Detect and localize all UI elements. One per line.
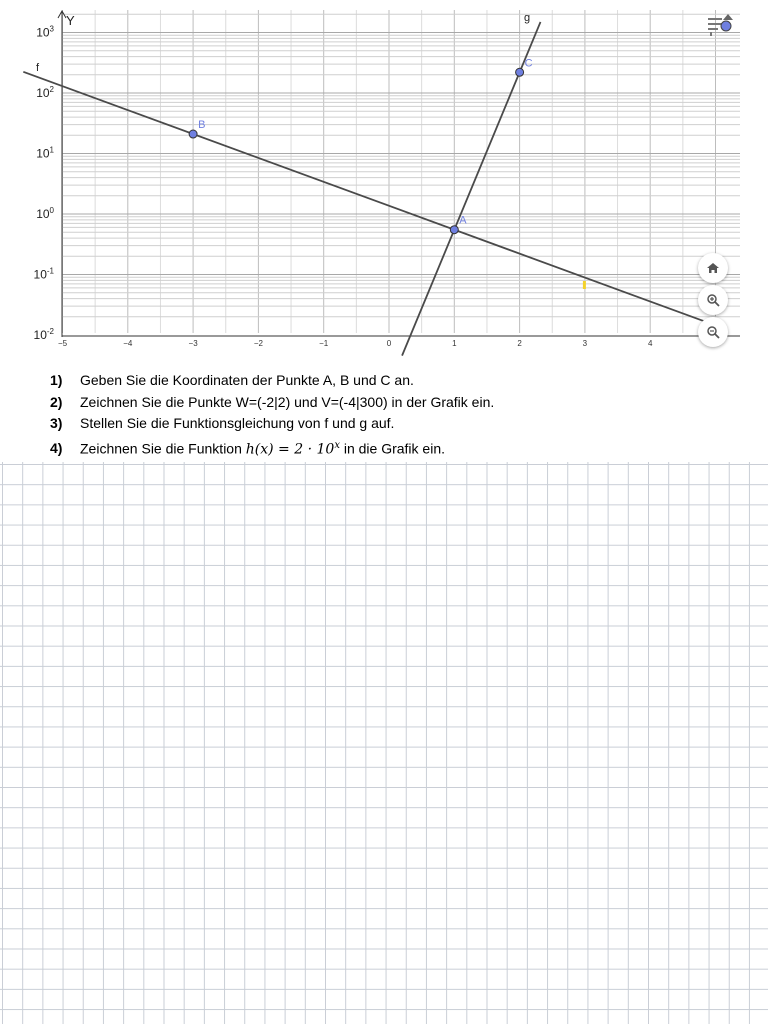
- task-text-post: in die Grafik ein.: [339, 440, 446, 457]
- point-b[interactable]: [189, 130, 197, 138]
- task-formula-exponent: x: [334, 439, 340, 451]
- task-item: [50, 370, 730, 392]
- point-label-a: A: [459, 214, 467, 227]
- x-tick-label: −3: [188, 339, 198, 348]
- task-item: [50, 435, 730, 457]
- task-text: Zeichnen Sie die Punkte W=(-2|2) und V=(-4|300) in der Grafik ein.: [80, 393, 495, 410]
- x-tick-label: 2: [517, 339, 522, 348]
- task-item: [50, 392, 730, 414]
- zoom-out-button[interactable]: [698, 317, 728, 347]
- graph-view[interactable]: [0, 0, 768, 362]
- task-number: 3): [50, 415, 63, 431]
- y-tick-label: $10^3$: [36, 24, 54, 40]
- function-label-f: f: [36, 62, 40, 74]
- task-number: 1): [50, 372, 63, 388]
- menu-icon: [704, 12, 736, 40]
- x-tick-label: 4: [647, 339, 653, 348]
- zoom-in-button[interactable]: [698, 285, 728, 315]
- zoom-in-icon: [706, 293, 720, 307]
- grid-paper: [0, 462, 768, 1024]
- x-tick-label: −5: [57, 339, 68, 348]
- zoom-out-icon: [706, 325, 720, 339]
- y-tick-label: $10^{-1}$: [33, 266, 54, 282]
- function-label-g: g: [524, 12, 531, 24]
- y-axis-label: Y: [66, 13, 75, 28]
- task-text: Geben Sie die Koordinaten der Punkte A, B und C an.: [80, 372, 414, 388]
- x-tick-label: −1: [319, 339, 329, 348]
- point-a[interactable]: [450, 226, 458, 234]
- x-tick-label: 0: [386, 339, 392, 348]
- task-list: [50, 370, 730, 456]
- task-number: 4): [50, 440, 63, 457]
- x-tick-label: 3: [582, 339, 588, 348]
- y-tick-label: $10^0$: [36, 206, 54, 221]
- x-tick-label: −4: [123, 339, 133, 348]
- x-tick-label: 1: [452, 339, 457, 348]
- menu-button[interactable]: [704, 12, 736, 40]
- x-tick-label: −2: [253, 339, 263, 348]
- line-f: [23, 72, 712, 324]
- task-text-pre: Zeichnen Sie die Funktion: [80, 440, 246, 457]
- y-tick-label: $10^2$: [36, 85, 54, 100]
- task-number: 2): [50, 393, 63, 410]
- y-tick-label: $10^{-2}$: [33, 327, 54, 342]
- y-tick-label: $10^1$: [36, 145, 54, 161]
- point-label-c: C: [524, 57, 533, 70]
- home-button[interactable]: [698, 253, 728, 283]
- task-text: Stellen Sie die Funktionsgleichung von f und g auf.: [80, 415, 395, 431]
- home-icon: [706, 261, 720, 275]
- highlight-marker: [583, 281, 586, 289]
- point-label-b: B: [198, 119, 206, 132]
- log-plot[interactable]: [0, 0, 768, 362]
- task-formula: h(x) = 2 · 10: [245, 441, 335, 458]
- task-item: [50, 413, 730, 435]
- point-c[interactable]: [516, 68, 524, 76]
